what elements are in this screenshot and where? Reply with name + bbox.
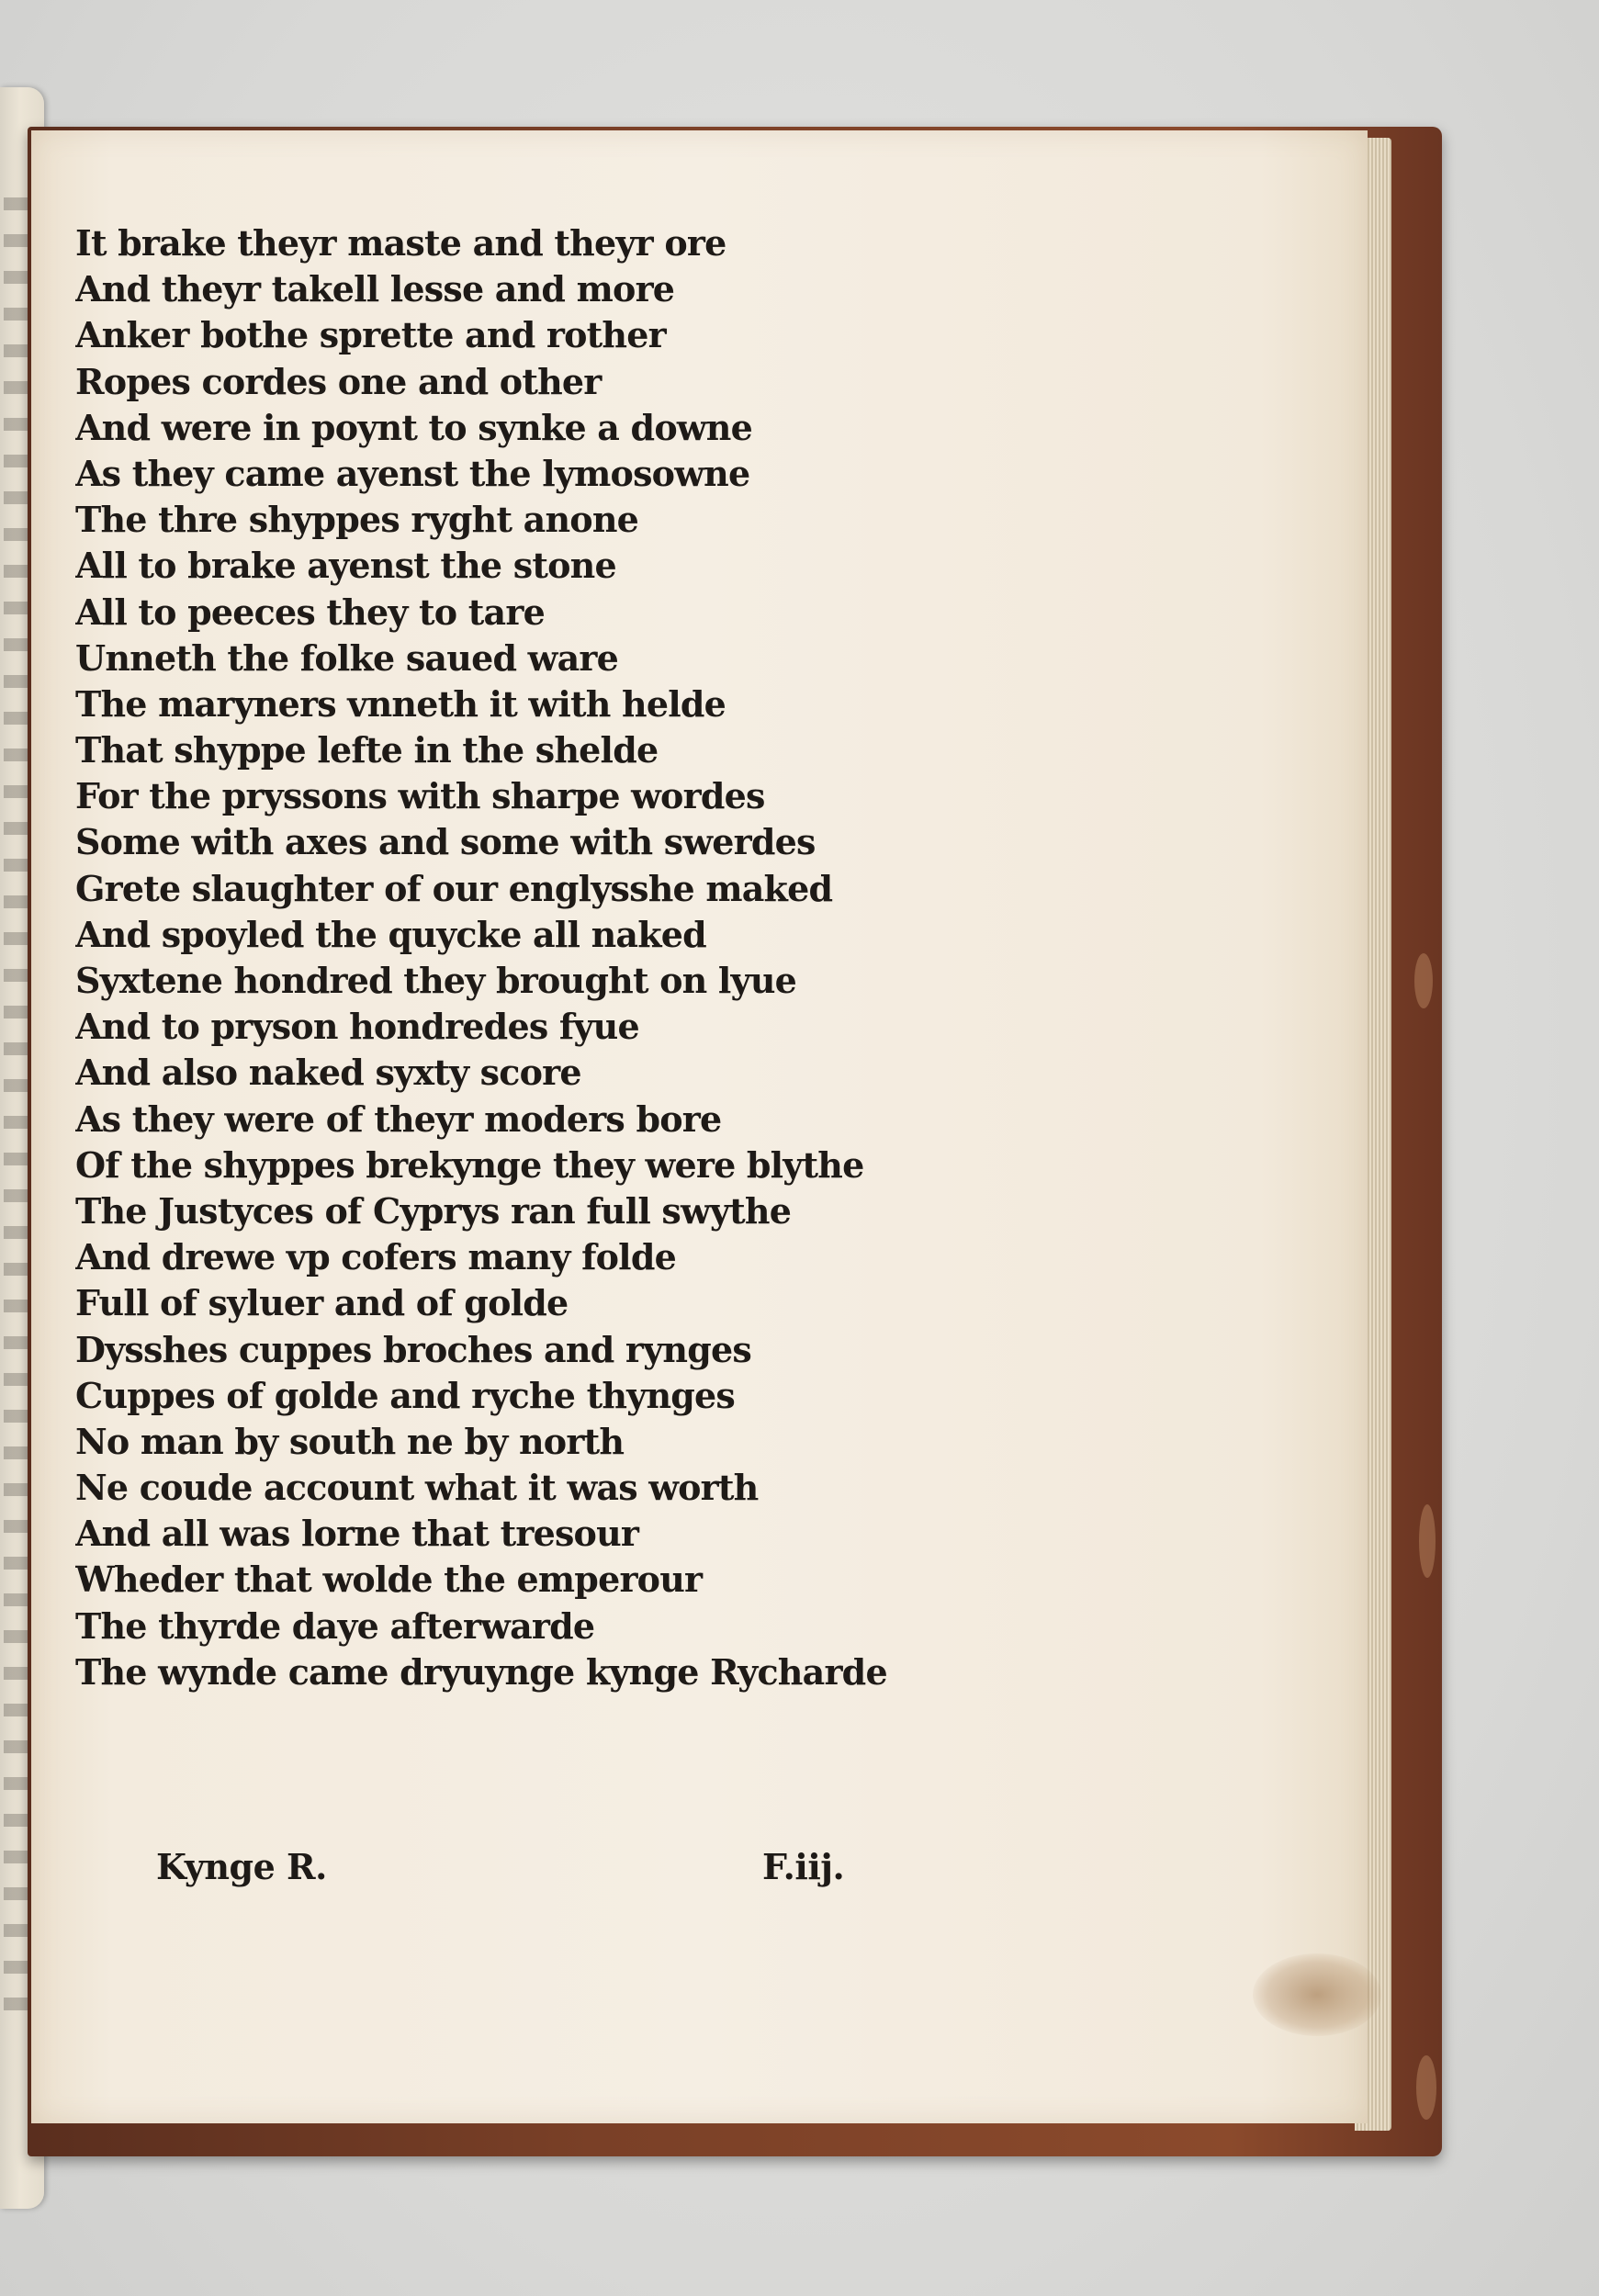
verse-line: And to pryson hondredes fyue [75,1006,639,1048]
verse-line: It brake theyr maste and theyr ore [75,222,726,264]
verse-line: Cuppes of golde and ryche thynges [75,1374,736,1416]
verse-line: Anker bothe sprette and rother [75,314,666,356]
cover-wear-spot [1414,953,1433,1008]
verse-line: The wynde came dryuynge kynge Rycharde [75,1650,887,1693]
verse-line: And also naked syxty score [75,1052,581,1094]
foxing-stain [1253,1953,1381,2036]
verse-line: That shyppe lefte in the shelde [75,729,659,771]
verse-line: Ropes cordes one and other [75,360,602,402]
verse-line: All to peeces they to tare [75,591,545,633]
verse-line: Grete slaughter of our englysshe maked [75,867,833,909]
verse-line: Ne coude account what it was worth [75,1467,759,1509]
verse-line: Syxtene hondred they brought on lyue [75,960,797,1001]
verse-line: And all was lorne that tresour [75,1513,639,1555]
verse-line: Full of syluer and of golde [75,1282,569,1324]
verse-line: And spoyled the quycke all naked [75,913,706,955]
verse-line: The thyrde daye afterwarde [75,1604,595,1647]
verse-line: The thre shyppes ryght anone [75,499,639,541]
verse-line: Dysshes cuppes broches and rynges [75,1328,751,1370]
verse-line: And were in poynt to synke a downe [75,406,752,448]
verse-line: All to brake ayenst the stone [75,545,616,587]
verse-line: For the pryssons with sharpe wordes [75,775,765,817]
verse-line: Wheder that wolde the emperour [75,1559,703,1601]
verse-line: Of the shyppes brekynge they were blythe [75,1143,864,1186]
verse-line: Unneth the folke saued ware [75,636,618,679]
verse-line: The maryners vnneth it with helde [75,682,726,725]
catchword: Kynge R. [156,1846,327,1887]
verse-line: Some with axes and some with swerdes [75,821,816,863]
cover-wear-spot [1419,1504,1436,1578]
verse-line: And drewe vp cofers many folde [75,1236,676,1278]
verse-line: And theyr takell lesse and more [75,268,675,310]
cover-wear-spot [1416,2055,1436,2120]
verse-line: As they were of theyr moders bore [75,1097,722,1140]
verse-line: The Justyces of Cyprys ran full swythe [75,1189,792,1232]
verse-text-block [75,220,1012,1695]
signature-mark: F.iij. [762,1846,845,1887]
verse-line: As they came ayenst the lymosowne [75,452,750,494]
verse-line: No man by south ne by north [75,1420,625,1462]
